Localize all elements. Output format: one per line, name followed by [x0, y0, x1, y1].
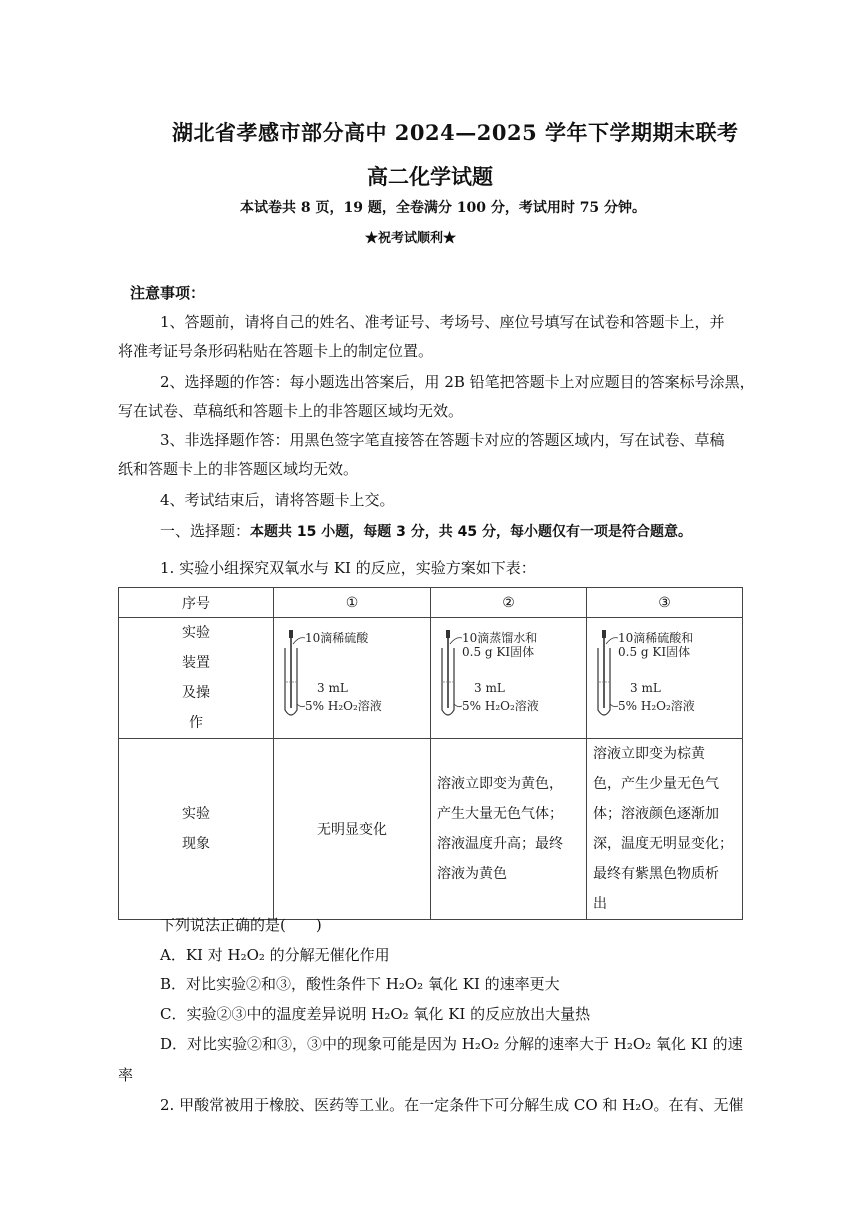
- notice-item: 4、考试结束后，请将答题卡上交。: [160, 491, 395, 509]
- experiment-table: [118, 587, 743, 920]
- section-prefix: 一、选择题：: [160, 522, 251, 540]
- tube-top-label: 0.5 g KI固体: [617, 645, 690, 659]
- apparatus-cell: [587, 618, 743, 739]
- table-row-observation: [119, 739, 743, 920]
- table-row-apparatus: [119, 618, 743, 739]
- observation-line: 产生大量无色气体；: [437, 806, 563, 822]
- tube-solution-label: 5% H₂O₂溶液: [617, 699, 695, 713]
- tube-solution-label: 5% H₂O₂溶液: [461, 699, 539, 713]
- notice-item: 3、非选择题作答：用黑色签字笔直接答在答题卡对应的答题区域内，写在试卷、草稿: [160, 431, 725, 449]
- tube-top-label: 10滴稀硫酸: [305, 631, 369, 645]
- table-header-row: [119, 588, 743, 618]
- row-label-line: 装置: [182, 655, 210, 671]
- observation-line: 出: [593, 896, 607, 912]
- test-tube-diagram: [434, 626, 584, 730]
- table-header-cell: 序号: [119, 588, 274, 618]
- apparatus-cell: [431, 618, 587, 739]
- exam-subtitle: 高二化学试题: [367, 164, 493, 189]
- section-heading: [160, 517, 692, 547]
- observation-line: 溶液立即变为黄色，: [437, 776, 563, 792]
- question-1-prompt: 下列说法正确的是( ): [160, 916, 322, 934]
- table-header-cell: ②: [431, 588, 587, 618]
- row-label-line: 及操: [182, 685, 210, 701]
- observation-line: 深，温度无明显变化；: [593, 836, 733, 852]
- section-text: 本题共 15 小题，每题 3 分，共 45 分，每小题仅有一项是符合题意。: [250, 524, 692, 540]
- notice-heading: 注意事项：: [130, 284, 206, 302]
- observation-cell: [431, 739, 587, 920]
- apparatus-cell: [274, 618, 431, 739]
- exam-info: 本试卷共 8 页，19 题，全卷满分 100 分，考试用时 75 分钟。: [240, 200, 647, 216]
- question-2-stem: 2. 甲酸常被用于橡胶、医药等工业。在一定条件下可分解生成 CO 和 H₂O。在有、无催: [160, 1096, 744, 1114]
- tube-top-label: 10滴稀硫酸和: [617, 631, 693, 645]
- test-tube-diagram: [590, 626, 740, 730]
- table-header-cell: ①: [274, 588, 431, 618]
- tube-volume-label: 3 mL: [317, 681, 348, 695]
- exam-wish: ★祝考试顺利★: [365, 231, 457, 246]
- row-label-cell: [119, 739, 274, 920]
- notice-item: 将准考证号条形码粘贴在答题卡上的制定位置。: [118, 342, 434, 360]
- observation-cell: [587, 739, 743, 920]
- option-b: B．对比实验②和③，酸性条件下 H₂O₂ 氧化 KI 的速率更大: [160, 975, 560, 993]
- tube-solution-label: 5% H₂O₂溶液: [305, 699, 382, 713]
- notice-item: 写在试卷、草稿纸和答题卡上的非答题区域均无效。: [118, 402, 464, 420]
- option-d-continued: 率: [118, 1066, 134, 1084]
- row-label-line: 现象: [182, 836, 210, 852]
- option-d: D．对比实验②和③，③中的现象可能是因为 H₂O₂ 分解的速率大于 H₂O₂ 氧化 KI 的速: [160, 1035, 743, 1053]
- row-label-line: 实验: [182, 625, 210, 641]
- observation-line: 溶液温度升高；最终: [437, 836, 563, 852]
- exam-title: 湖北省孝感市部分高中 2024—2025 学年下学期期末联考: [172, 120, 739, 145]
- option-c: C．实验②③中的温度差异说明 H₂O₂ 氧化 KI 的反应放出大量热: [160, 1005, 591, 1023]
- tube-top-label: 10滴蒸馏水和: [461, 631, 537, 645]
- observation-line: 溶液立即变为棕黄: [593, 746, 705, 762]
- notice-item: 2、选择题的作答：每小题选出答案后，用 2B 铅笔把答题卡上对应题目的答案标号涂黑，: [160, 373, 755, 391]
- test-tube-diagram: [277, 626, 427, 730]
- observation-line: 溶液为黄色: [437, 866, 507, 882]
- table-header-cell: ③: [587, 588, 743, 618]
- observation-line: 最终有紫黑色物质析: [593, 866, 719, 882]
- observation-line: 体；溶液颜色逐渐加: [593, 806, 719, 822]
- tube-volume-label: 3 mL: [629, 681, 661, 695]
- option-a: A．KI 对 H₂O₂ 的分解无催化作用: [160, 946, 390, 964]
- question-1-stem: 1. 实验小组探究双氧水与 KI 的反应，实验方案如下表：: [160, 559, 536, 577]
- notice-item: 纸和答题卡上的非答题区域均无效。: [118, 460, 359, 478]
- observation-line: 色，产生少量无色气: [593, 776, 719, 792]
- tube-volume-label: 3 mL: [473, 681, 505, 695]
- row-label-line: 实验: [182, 806, 210, 822]
- row-label-line: 作: [189, 715, 203, 731]
- observation-cell: 无明显变化: [274, 739, 431, 920]
- notice-item: 1、答题前，请将自己的姓名、准考证号、考场号、座位号填写在试卷和答题卡上，并: [160, 313, 725, 331]
- tube-top-label: 0.5 g KI固体: [461, 645, 534, 659]
- row-label-cell: [119, 618, 274, 739]
